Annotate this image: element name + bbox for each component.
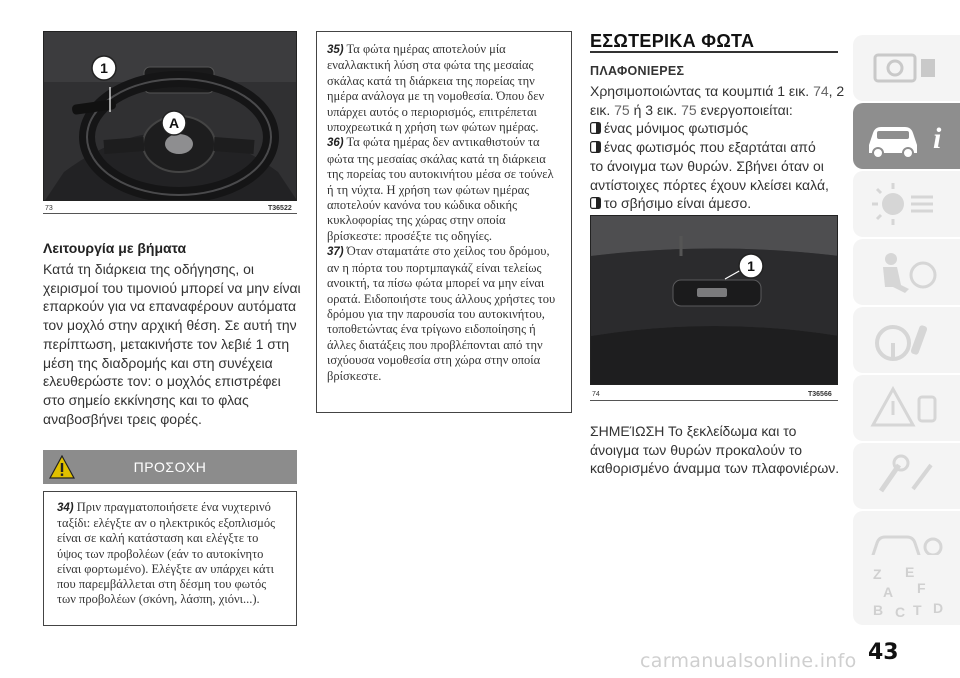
section-rule <box>590 51 838 53</box>
svg-text:A: A <box>883 584 894 600</box>
section-subtitle: ΠΛΑΦΟΝΙΕΡΕΣ <box>590 64 685 78</box>
svg-text:B: B <box>873 602 884 618</box>
warning-title: ΠΡΟΣΟΧΗ <box>133 459 207 475</box>
note-text: Όταν σταματάτε στο χείλος του δρόμου, αν η πόρτα του πορτμπαγκάζ είναι τελείως ανοικτή, τα πίσω φώτα μπορεί να μην είναι ορατά. Ειδοποιήστε τους άλλους χρήστες του δρόμου για την παρουσία του αυτοκινήτου, τοποθετώντας ένα τρίγωνο ειδοποίησης ή άλλες διατάξεις που προβλέπονται από την ισχύουσα νομοθεσία στη χώρα στην οποία βρίσκεστε. <box>327 244 556 383</box>
warning-box <box>43 491 297 626</box>
svg-text:i: i <box>933 122 942 155</box>
tab-breakdown[interactable] <box>853 443 960 509</box>
bulb-icon <box>590 141 601 153</box>
svg-text:F: F <box>917 580 926 596</box>
figure-code: T36522 <box>268 205 292 212</box>
interior-lights-text <box>590 82 848 213</box>
car-info-icon <box>853 103 960 169</box>
intro-text: , 2 εικ. <box>590 83 845 118</box>
steering-wheel-illustration <box>44 32 297 201</box>
section-subheading: Λειτουργία με βήματα <box>43 240 187 256</box>
tab-starting-driving[interactable] <box>853 307 960 373</box>
dashboard-icon <box>853 35 960 101</box>
note-paragraph: ΣΗΜΕΊΩΣΗ Το ξεκλείδωμα και το άνοιγμα των θυρών προκαλούν το καθορισμένο άναμμα των πλαφονιέρων. <box>590 423 840 477</box>
figure-rule <box>43 213 297 214</box>
warning-header <box>43 450 297 484</box>
callout-1: 1 <box>100 60 108 76</box>
note-text: Πριν πραγματοποιήσετε ένα νυχτερινό ταξίδι: ελέγξτε αν ο ηλεκτρικός εξοπλισμός είναι σε καλή κατάσταση και ελέγξτε το ύψος των προβολέων (εάν το αυτοκίνητο είναι φορτωμένο). Ελέγξτε αν υπάρχει κάτι που παρεμβάλλεται στη δέσμη του φωτός των προβολέων (σκόνη, λάσπη, χιόνι...). <box>57 500 276 607</box>
tab-dashboard[interactable] <box>853 35 960 101</box>
ceiling-light-illustration <box>591 216 838 385</box>
section-title: ΕΣΩΤΕΡΙΚΑ ΦΩΤΑ <box>590 31 755 51</box>
tab-safety[interactable] <box>853 239 960 305</box>
figure-73-steering-wheel <box>43 31 297 201</box>
svg-text:T: T <box>913 602 922 618</box>
figure-ref[interactable]: 75 <box>681 101 697 118</box>
intro-text: ενεργοποιείται: <box>696 101 793 118</box>
intro-text: Χρησιμοποιώντας τα κουμπιά 1 εικ. <box>590 83 814 99</box>
tab-lights[interactable] <box>853 171 960 237</box>
body-paragraph: Κατά τη διάρκεια της οδήγησης, οι χειρισμοί του τιμονιού μπορεί να μην είναι επαρκούν για να επαναφέρουν αυτόματα τον μοχλό στην αρχική θέση. Σε αυτή την περίπτωση, μετακινήστε τον λεβιέ 1 στη μέση της διαδρομής και στη συνέχεια ελευθερώστε τον: ο μοχλός επιστρέφει στο σημείο εκκίνησης και το φλας αναβοσβήνει τρεις φορές. <box>43 261 301 427</box>
bulb-icon <box>590 197 601 209</box>
tab-warning-lights[interactable] <box>853 375 960 441</box>
safety-icon <box>853 239 960 305</box>
svg-text:C: C <box>895 604 906 620</box>
figure-rule <box>590 400 838 401</box>
note-text: Τα φώτα ημέρας αποτελούν μία εναλλακτική λύση στα φώτα της μεσαίας σκάλας κατά τη διάρκεια της πορείας την ημέρα ανάλογα με τη νομοθεσία. Όπου δεν υπάρχει αυτός ο περιορισμός, επιτρέπεται υποχρεωτικά η χρήση των φώτων ημέρας. <box>327 42 545 135</box>
svg-text:Z: Z <box>873 566 882 582</box>
note-number: 34) <box>57 502 74 514</box>
note-number: 37) <box>327 246 344 259</box>
watermark: carmanualsonline.info <box>640 650 857 672</box>
option-permanent: ένας μόνιμος φωτισμός <box>604 120 749 137</box>
intro-text: ή 3 εικ. <box>629 101 682 118</box>
figure-number: 74 <box>592 391 600 398</box>
lights-icon <box>853 171 960 237</box>
note-37 <box>327 244 561 384</box>
tab-car-info[interactable] <box>853 103 960 169</box>
notes-box <box>316 31 572 413</box>
option-door-dependent: ένας φωτισμός που εξαρτάται από <box>604 139 816 156</box>
starting-driving-icon <box>853 307 960 373</box>
warning-lights-icon <box>853 375 960 441</box>
bulb-icon <box>590 122 601 134</box>
figure-number: 73 <box>45 205 53 212</box>
breakdown-icon <box>853 443 960 509</box>
note-text: Τα φώτα ημέρας δεν αντικαθιστούν τα φώτα της μεσαίας σκάλας κατά τη διάρκεια της πορείας του αυτοκινήτου μέσα σε τούνελ ή τη νύχτα. Η χρήση των φώτων ημέρας αποτελούν κανόνα του κώδικα οδικής κυκλοφορίας της χώρας στην οποία βρίσκεστε: προσέξτε τις οδηγίες. <box>327 135 554 243</box>
svg-text:E: E <box>905 564 915 580</box>
figure-74-ceiling-light <box>590 215 838 385</box>
note-36 <box>327 135 561 244</box>
index-icon <box>853 555 960 625</box>
callout-a: A <box>168 115 180 131</box>
note-number: 35) <box>327 44 344 56</box>
callout-1: 1 <box>747 258 755 274</box>
figure-code: T36566 <box>808 391 832 398</box>
note-number: 36) <box>327 137 344 150</box>
note-35 <box>327 42 561 135</box>
figure-ref[interactable]: 75 <box>614 101 630 118</box>
option-off: το σβήσιμο είναι άμεσο. <box>604 195 752 212</box>
page-number: 43 <box>868 640 899 665</box>
svg-text:D: D <box>933 600 944 616</box>
tab-index[interactable] <box>853 555 960 625</box>
figure-ref[interactable]: 74 <box>813 83 829 99</box>
continuation-text: το άνοιγμα των θυρών. Σβήνει όταν οι αντίστοιχες πόρτες έχουν κλείσει καλά, <box>590 157 829 193</box>
